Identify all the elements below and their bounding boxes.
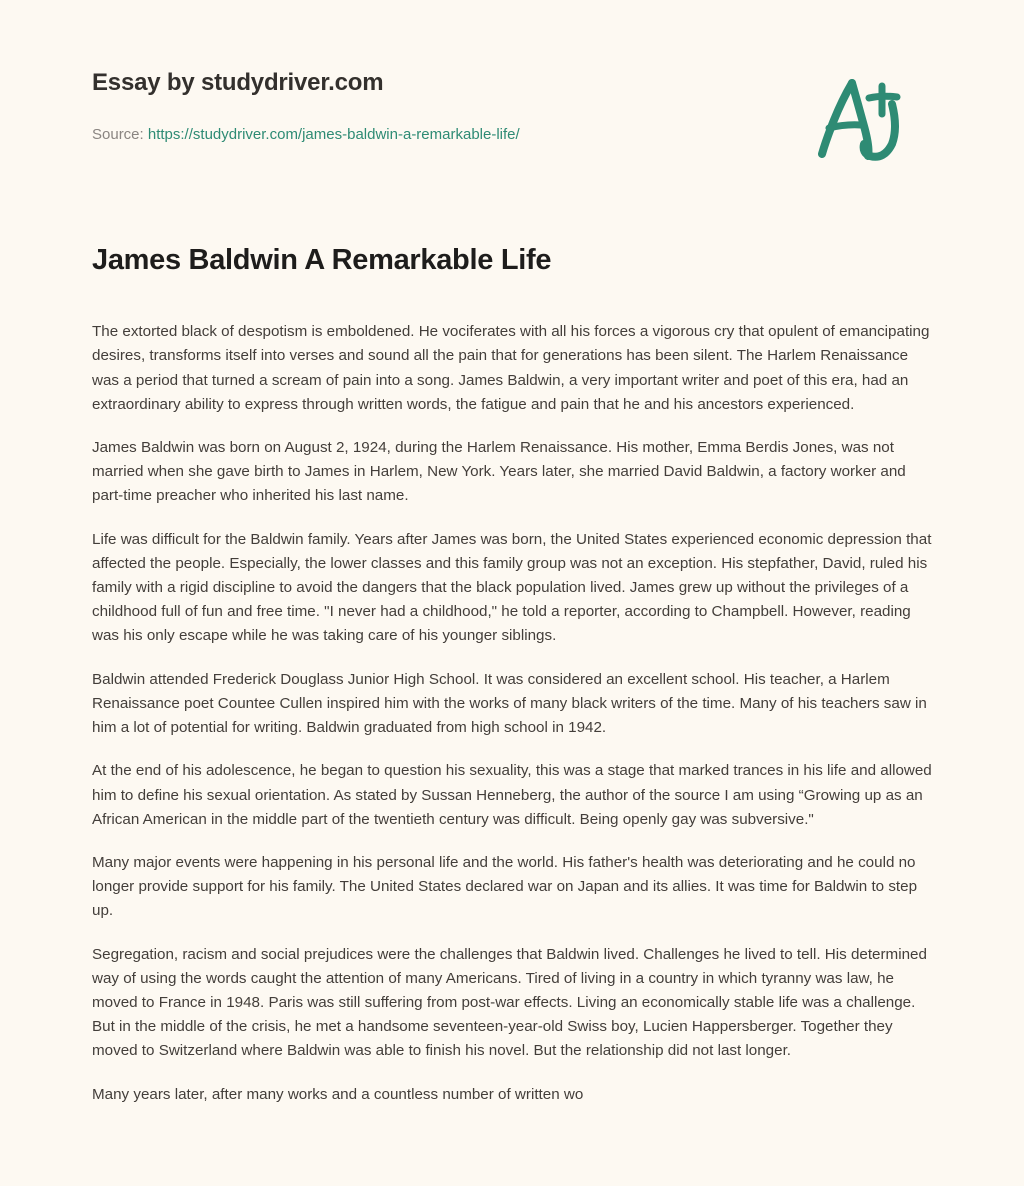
- studydriver-a-plus-logo: [812, 70, 908, 166]
- article-paragraph: Segregation, racism and social prejudices were the challenges that Baldwin lived. Challenges he lived to tell. His determined way of using the words caught the attention of many Americans. Tired of living in a country in which tyranny was law, he moved to France in 1948. Paris was still suffering from post-war effects. Living an economically stable life was a challenge. But in the middle of the crisis, he met a handsome seventeen-year-old Swiss boy, Lucien Happersberger. Together they moved to Switzerland where Baldwin was able to finish his novel. But the relationship did not last longer.: [92, 945, 927, 1060]
- article-paragraph: At the end of his adolescence, he began to question his sexuality, this was a stage that marked trances in his life and allowed him to define his sexual orientation. As stated by Sussan Henneberg, the author of the source I am using “Growing up as an African American in the middle part of the twentieth century was difficult. Being openly gay was subversive.": [92, 762, 932, 828]
- article-paragraph: Many major events were happening in his personal life and the world. His father's health was deteriorating and he could no longer provide support for his family. The United States declared war on Japan and its allies. It was time for Baldwin to step up.: [92, 853, 918, 920]
- article-paragraph: James Baldwin was born on August 2, 1924, during the Harlem Renaissance. His mother, Emma Berdis Jones, was not married when she gave birth to James in Harlem, New York. Years later, she married David Baldwin, a factory worker and part-time preacher who inherited his last name.: [92, 439, 906, 505]
- a-plus-logo-icon: [812, 70, 908, 166]
- source-line: [92, 125, 520, 145]
- source-label: Source:: [92, 126, 144, 143]
- source-url-link[interactable]: https://studydriver.com/james-baldwin-a-remarkable-life/: [147, 126, 520, 143]
- article-paragraph: The extorted black of despotism is emboldened. He vociferates with all his forces a vigorous cry that opulent of emancipating desires, transforms itself into verses and sound all the pain that for generations has been silent. The Harlem Renaissance was a period that turned a scream of pain into a song. James Baldwin, a very important writer and poet of this era, had an extraordinary ability to express through written words, the fatigue and pain that he and his ancestors experienced.: [92, 323, 930, 413]
- article-paragraph: Many years later, after many works and a countless number of written wo: [92, 1085, 584, 1103]
- article-body: [92, 320, 937, 1106]
- article-paragraph: Baldwin attended Frederick Douglass Junior High School. It was considered an excellent school. His teacher, a Harlem Renaissance poet Countee Cullen inspired him with the works of many black writers of the time. Many of his teachers saw in him a lot of potential for writing. Baldwin graduated from high school in 1942.: [92, 670, 927, 737]
- essay-by-heading: Essay by studydriver.com: [92, 69, 384, 96]
- article: [92, 242, 937, 1107]
- document-header: [0, 0, 1024, 200]
- article-title: James Baldwin A Remarkable Life: [92, 244, 552, 276]
- article-paragraph: Life was difficult for the Baldwin family. Years after James was born, the United States experienced economic depression that affected the people. Especially, the lower classes and this family group was not an exception. His stepfather, David, ruled his family with a rigid discipline to avoid the dangers that the black population lived. James grew up without the privileges of a childhood full of fun and free time. "I never had a childhood," he told a reporter, according to Champbell. However, reading was his only escape while he was taking care of his younger siblings.: [92, 530, 932, 645]
